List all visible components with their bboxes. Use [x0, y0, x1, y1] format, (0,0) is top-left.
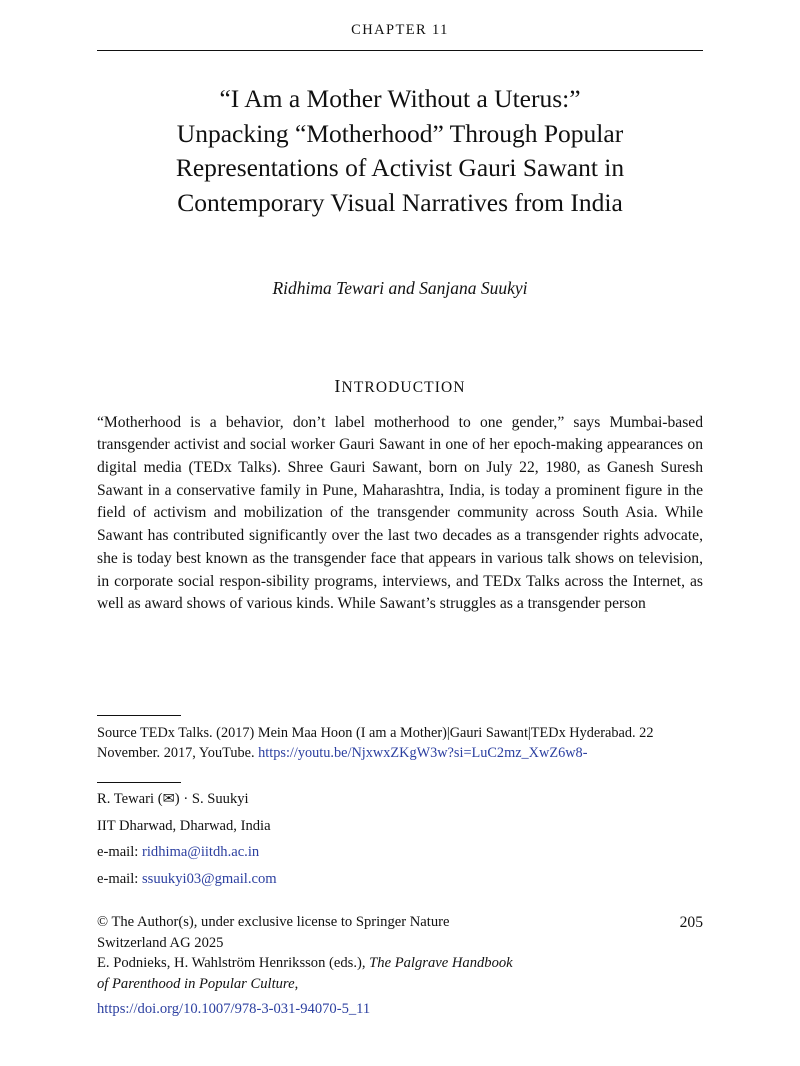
section-heading-initial: I [334, 375, 342, 396]
section-heading-rest: NTRODUCTION [341, 378, 466, 396]
email-label-2: e-mail: [97, 871, 142, 888]
copyright-line-2: Switzerland AG 2025 [97, 934, 224, 951]
page-content [97, 22, 703, 631]
copyright-line-1: © The Author(s), under exclusive license to Springer Nature [97, 914, 450, 930]
doi-row [97, 999, 703, 1020]
footnote-section [97, 715, 703, 890]
title-line-2: Unpacking “Motherhood” Through Popular [176, 118, 624, 148]
book-citation-line-1 [97, 953, 703, 974]
book-title-comma: , [294, 976, 299, 993]
title-line-4: Contemporary Visual Narratives from India [177, 188, 623, 218]
footnote-divider [97, 715, 181, 716]
affiliation-email-row-1 [97, 842, 703, 863]
title-line-1: “I Am a Mother Without a Uterus:” [219, 84, 581, 113]
footnote-text [97, 723, 703, 764]
author-list: Ridhima Tewari and Sanjana Suukyi [272, 277, 528, 298]
doi-link[interactable]: https://doi.org/10.1007/978-3-031-94070-5_11 [97, 1000, 371, 1017]
book-title-part-2: of Parenthood in Popular Culture [97, 976, 295, 993]
book-citation-line-2 [97, 974, 703, 995]
affiliation-email-row-2 [97, 869, 703, 890]
footnote-source-text: Source TEDx Talks. (2017) Mein Maa Hoon (I am a Mother)|Gauri Sawant|TEDx Hyderabad. 22 November. 2017, YouTube. [97, 725, 654, 762]
affiliation-institution: IIT Dharwad, Dharwad, India [97, 817, 271, 834]
section-heading-introduction [97, 376, 703, 397]
body-paragraph-1: “Motherhood is a behavior, don’t label motherhood to one gender,” says Mumbai-based transgender activist and social worker Gauri Sawant in one of her epoch-making appearances on digital media (TEDx Talks). Shree Gauri Sawant, born on July 22, 1980, as Ganesh Suresh Sawant in a conservative family in Pune, Maharashtra, India, is today a prominent figure in the field of activism and mobilization of the transgender community across South Asia. While Sawant has contributed significantly over the last two decades as a transgender rights advocate, she is today best known as the transgender face that appears in various talk shows on television, in corporate social respon-sibility programs, interviews, and TEDx Talks across the Internet, as well as award shows of various kinds. While Sawant’s struggles as a transgender person [97, 413, 703, 613]
page-number: 205 [679, 914, 703, 931]
email-label-1: e-mail: [97, 844, 142, 861]
title-line-3: Representations of Activist Gauri Sawant in [175, 153, 625, 183]
footnote-youtube-link[interactable]: https://youtu.be/NjxwxZKgW3w?si=LuC2mz_XwZ6w8- [258, 745, 588, 762]
affiliation-section [97, 782, 703, 890]
page-title [97, 82, 703, 221]
affiliation-divider [97, 782, 181, 783]
email-link-1[interactable]: ridhima@iitdh.ac.in [141, 844, 260, 861]
email-link-2[interactable]: ssuukyi03@gmail.com [141, 871, 277, 888]
editors-text: E. Podnieks, H. Wahlström Henriksson (eds.), [97, 955, 370, 972]
affiliation-names: R. Tewari (✉) · S. Suukyi [97, 790, 249, 807]
copyright-section [97, 912, 703, 1020]
book-title-part-1: The Palgrave Handbook [369, 955, 513, 972]
copyright-line-1-row [97, 912, 703, 933]
header-divider [97, 50, 703, 51]
chapter-label: CHAPTER 11 [351, 22, 449, 38]
